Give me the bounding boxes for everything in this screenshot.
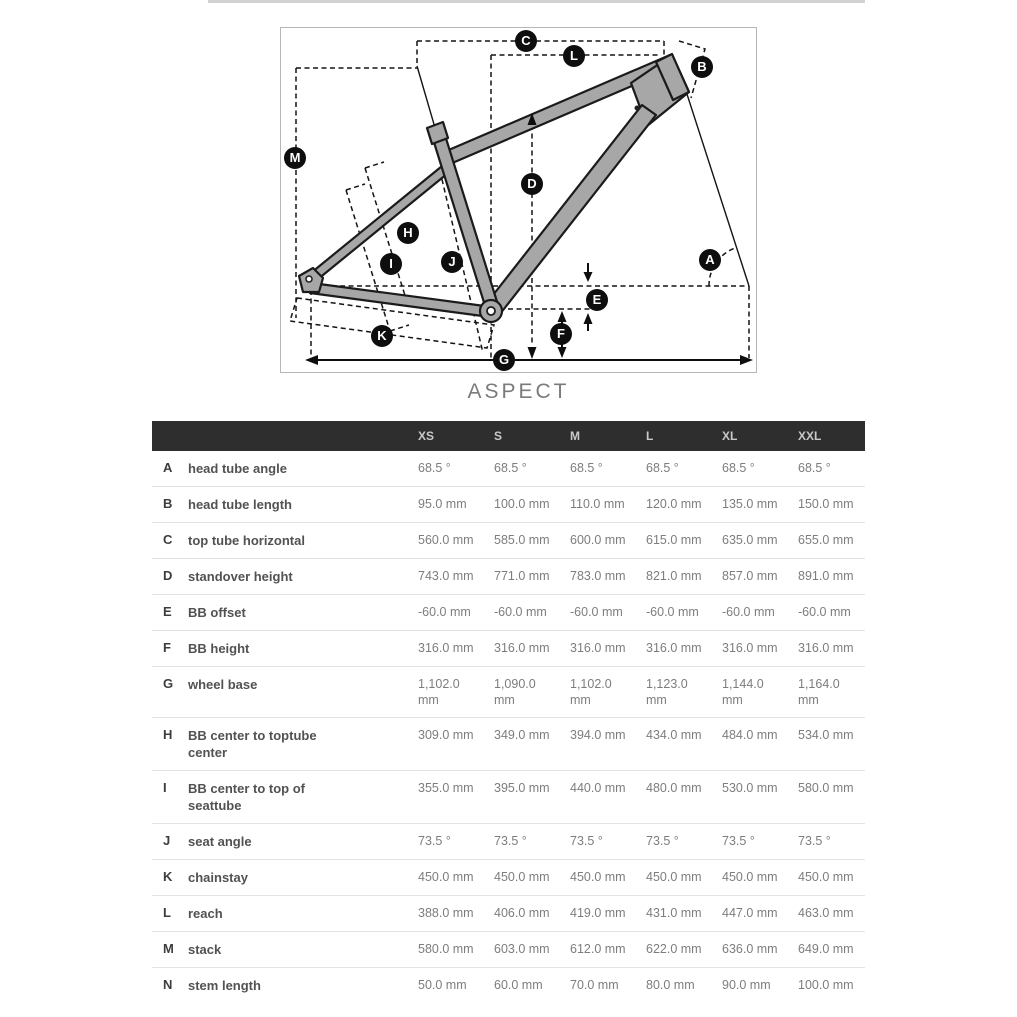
row-value: 110.0 mm xyxy=(570,497,625,511)
table-row-A xyxy=(152,451,865,487)
row-value: 635.0 mm xyxy=(722,533,778,547)
row-value: 463.0 mm xyxy=(798,906,854,920)
row-letter: M xyxy=(163,941,174,956)
frame-diagram xyxy=(280,27,757,373)
row-value: 100.0 mm xyxy=(494,497,550,511)
row-value: 743.0 mm xyxy=(418,569,474,583)
row-value: 68.5 ° xyxy=(494,461,527,475)
row-value: -60.0 mm xyxy=(798,605,851,619)
bb-axle-hole xyxy=(487,307,495,315)
row-value: 73.5 ° xyxy=(418,834,451,848)
row-letter: F xyxy=(163,640,171,655)
diagram-label-K: K xyxy=(371,325,393,347)
column-header-m: M xyxy=(570,429,580,443)
top-divider xyxy=(208,0,865,3)
table-row-K xyxy=(152,860,865,896)
row-label: chainstay xyxy=(188,870,248,885)
diagram-label-A: A xyxy=(699,249,721,271)
geometry-table-body xyxy=(152,451,865,1003)
seat-tube xyxy=(432,132,499,312)
row-letter: L xyxy=(163,905,171,920)
column-header-xxl: XXL xyxy=(798,429,822,443)
row-value: 80.0 mm xyxy=(646,978,695,992)
row-letter: C xyxy=(163,532,173,547)
row-value: 1,123.0 mm xyxy=(646,677,688,707)
geometry-table xyxy=(152,421,865,1003)
row-value: 73.5 ° xyxy=(494,834,527,848)
row-label: head tube length xyxy=(188,497,292,512)
row-value: 68.5 ° xyxy=(418,461,451,475)
table-row-M xyxy=(152,932,865,968)
row-value: 349.0 mm xyxy=(494,728,550,742)
row-value: -60.0 mm xyxy=(722,605,775,619)
row-letter: N xyxy=(163,977,173,992)
table-row-N xyxy=(152,968,865,1003)
table-row-H xyxy=(152,718,865,771)
table-row-G xyxy=(152,667,865,718)
row-value: 1,102.0 mm xyxy=(418,677,460,707)
table-row-C xyxy=(152,523,865,559)
bb-height-arrow-up xyxy=(558,311,567,322)
row-value: 821.0 mm xyxy=(646,569,702,583)
row-value: 484.0 mm xyxy=(722,728,778,742)
column-header-xl: XL xyxy=(722,429,738,443)
row-value: 73.5 ° xyxy=(646,834,679,848)
row-value: 450.0 mm xyxy=(798,870,854,884)
table-row-I xyxy=(152,771,865,824)
row-value: 622.0 mm xyxy=(646,942,702,956)
row-value: 316.0 mm xyxy=(722,641,778,655)
table-row-E xyxy=(152,595,865,631)
row-value: 603.0 mm xyxy=(494,942,550,956)
row-value: 68.5 ° xyxy=(722,461,755,475)
row-value: 560.0 mm xyxy=(418,533,474,547)
row-value: 73.5 ° xyxy=(722,834,755,848)
row-value: 534.0 mm xyxy=(798,728,854,742)
row-label: top tube horizontal xyxy=(188,533,305,548)
row-value: 530.0 mm xyxy=(722,781,778,795)
row-value: 316.0 mm xyxy=(646,641,702,655)
column-header-xs: XS xyxy=(418,429,435,443)
row-value: 150.0 mm xyxy=(798,497,854,511)
row-label: seat angle xyxy=(188,834,252,849)
row-value: 450.0 mm xyxy=(646,870,702,884)
row-value: 406.0 mm xyxy=(494,906,550,920)
bb-height-arrow-down xyxy=(558,347,567,358)
row-value: 615.0 mm xyxy=(646,533,702,547)
row-value: -60.0 mm xyxy=(570,605,623,619)
wheelbase-arrow-right xyxy=(740,355,753,365)
row-value: 419.0 mm xyxy=(570,906,626,920)
row-letter: A xyxy=(163,460,173,475)
rear-axle-hole xyxy=(306,276,312,282)
row-value: 1,144.0 mm xyxy=(722,677,764,707)
row-value: 1,090.0 mm xyxy=(494,677,536,707)
row-letter: J xyxy=(163,833,171,848)
row-value: 600.0 mm xyxy=(570,533,626,547)
row-label: stem length xyxy=(188,978,261,993)
row-label: BB center to toptube center xyxy=(188,728,317,760)
row-value: 309.0 mm xyxy=(418,728,474,742)
diagram-label-E: E xyxy=(586,289,608,311)
row-value: 135.0 mm xyxy=(722,497,778,511)
row-label: stack xyxy=(188,942,222,957)
row-value: 73.5 ° xyxy=(798,834,831,848)
bike-frame-illustration xyxy=(281,28,756,372)
diagram-title: ASPECT xyxy=(467,380,570,403)
diagram-label-J: J xyxy=(441,251,463,273)
row-letter: D xyxy=(163,568,173,583)
diagram-label-B: B xyxy=(691,56,713,78)
bottle-boss-dot xyxy=(635,106,640,111)
row-value: 68.5 ° xyxy=(798,461,831,475)
row-value: 857.0 mm xyxy=(722,569,778,583)
row-value: 612.0 mm xyxy=(570,942,626,956)
table-row-D xyxy=(152,559,865,595)
row-value: 316.0 mm xyxy=(418,641,474,655)
row-value: 95.0 mm xyxy=(418,497,467,511)
row-label: BB center to top of seattube xyxy=(188,781,305,813)
diagram-label-L: L xyxy=(563,45,585,67)
row-value: 316.0 mm xyxy=(570,641,626,655)
row-value: 50.0 mm xyxy=(418,978,467,992)
diagram-label-G: G xyxy=(493,349,515,371)
diagram-label-H: H xyxy=(397,222,419,244)
row-letter: E xyxy=(163,604,172,619)
row-label: BB height xyxy=(188,641,250,656)
row-value: 450.0 mm xyxy=(722,870,778,884)
row-value: 355.0 mm xyxy=(418,781,474,795)
row-letter: I xyxy=(163,780,167,795)
row-value: 480.0 mm xyxy=(646,781,702,795)
row-value: 447.0 mm xyxy=(722,906,778,920)
row-value: 649.0 mm xyxy=(798,942,854,956)
row-label: head tube angle xyxy=(188,461,287,476)
row-value: 316.0 mm xyxy=(798,641,854,655)
row-value: 434.0 mm xyxy=(646,728,702,742)
geometry-table-header xyxy=(152,421,865,451)
row-value: 585.0 mm xyxy=(494,533,550,547)
row-label: wheel base xyxy=(188,677,258,692)
row-value: 771.0 mm xyxy=(494,569,550,583)
row-letter: K xyxy=(163,869,173,884)
standover-arrow-down xyxy=(528,347,537,359)
row-label: standover height xyxy=(188,569,293,584)
row-value: 580.0 mm xyxy=(798,781,854,795)
row-value: 636.0 mm xyxy=(722,942,778,956)
diagram-label-M: M xyxy=(284,147,306,169)
wheelbase-arrow-left xyxy=(305,355,318,365)
row-value: 73.5 ° xyxy=(570,834,603,848)
row-value: 395.0 mm xyxy=(494,781,550,795)
row-value: 100.0 mm xyxy=(798,978,854,992)
row-value: 68.5 ° xyxy=(646,461,679,475)
row-value: -60.0 mm xyxy=(494,605,547,619)
row-value: 68.5 ° xyxy=(570,461,603,475)
row-label: reach xyxy=(188,906,223,921)
row-value: -60.0 mm xyxy=(646,605,699,619)
column-header-s: S xyxy=(494,429,503,443)
bb-offset-arrow-down xyxy=(584,272,593,282)
row-value: 450.0 mm xyxy=(570,870,626,884)
table-row-J xyxy=(152,824,865,860)
diagram-label-I: I xyxy=(380,253,402,275)
row-value: 90.0 mm xyxy=(722,978,771,992)
row-value: 60.0 mm xyxy=(494,978,543,992)
row-label: BB offset xyxy=(188,605,246,620)
row-letter: B xyxy=(163,496,173,511)
row-value: -60.0 mm xyxy=(418,605,471,619)
row-value: 580.0 mm xyxy=(418,942,474,956)
row-value: 120.0 mm xyxy=(646,497,702,511)
row-value: 70.0 mm xyxy=(570,978,619,992)
row-value: 783.0 mm xyxy=(570,569,626,583)
row-value: 440.0 mm xyxy=(570,781,626,795)
row-value: 655.0 mm xyxy=(798,533,854,547)
row-value: 891.0 mm xyxy=(798,569,854,583)
diagram-label-D: D xyxy=(521,173,543,195)
table-row-L xyxy=(152,896,865,932)
row-letter: H xyxy=(163,727,173,742)
row-letter: G xyxy=(163,676,174,691)
row-value: 450.0 mm xyxy=(418,870,474,884)
row-value: 431.0 mm xyxy=(646,906,702,920)
row-value: 394.0 mm xyxy=(570,728,626,742)
table-row-F xyxy=(152,631,865,667)
row-value: 316.0 mm xyxy=(494,641,550,655)
bb-offset-arrow-up xyxy=(584,313,593,324)
row-value: 1,164.0 mm xyxy=(798,677,840,707)
row-value: 1,102.0 mm xyxy=(570,677,612,707)
table-row-B xyxy=(152,487,865,523)
row-value: 388.0 mm xyxy=(418,906,474,920)
diagram-label-F: F xyxy=(550,323,572,345)
diagram-label-C: C xyxy=(515,30,537,52)
column-header-l: L xyxy=(646,429,654,443)
row-value: 450.0 mm xyxy=(494,870,550,884)
